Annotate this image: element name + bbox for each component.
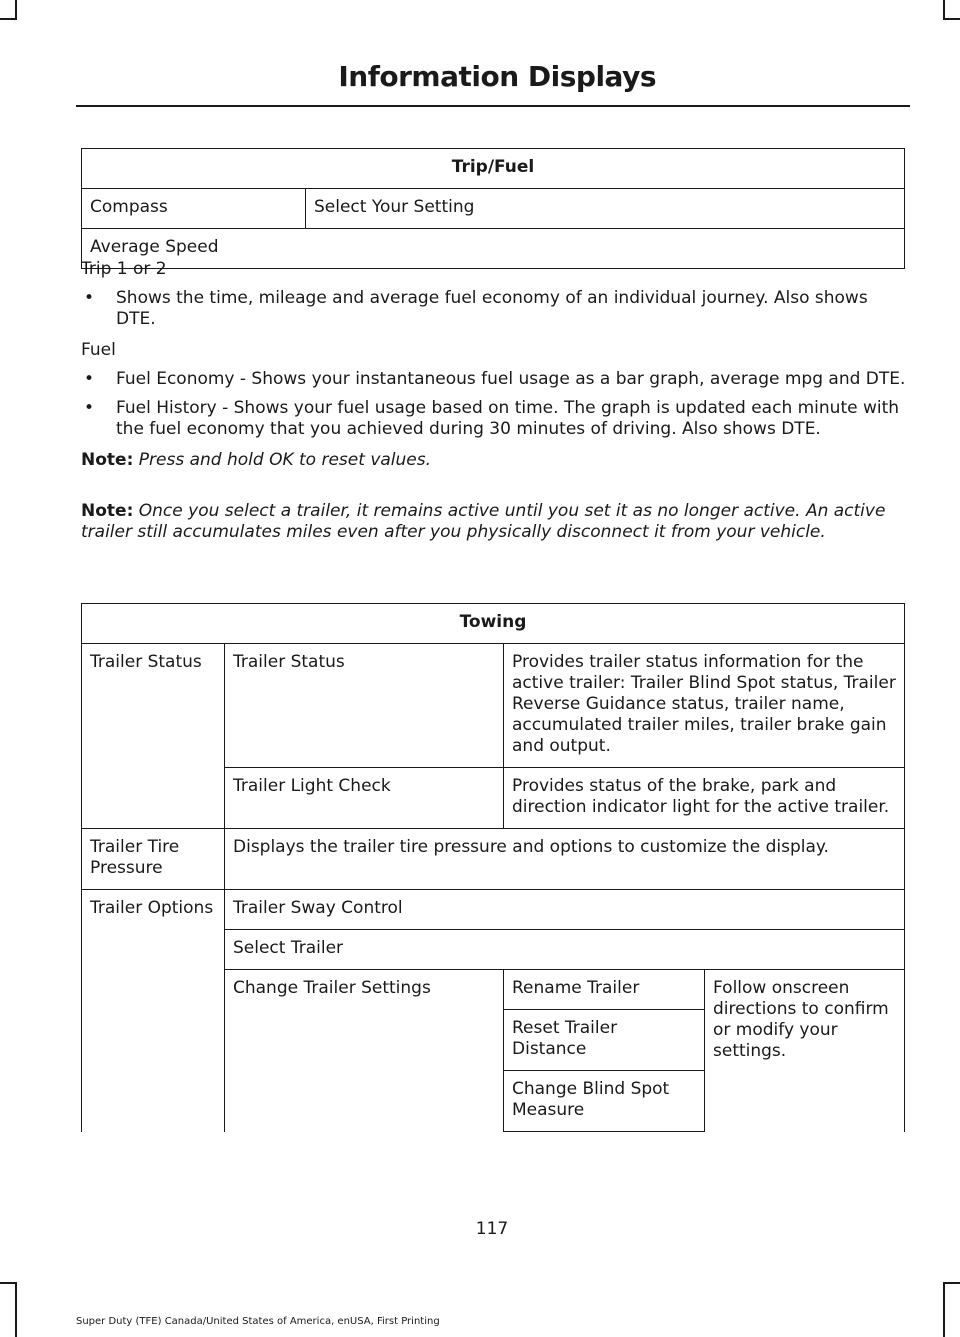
table-cell: Trailer Sway Control <box>225 890 905 930</box>
table-cell: Trailer Light Check <box>225 768 504 829</box>
table-cell: Select Your Setting <box>306 189 905 229</box>
footer-text: Super Duty (TFE) Canada/United States of America, enUSA, First Printing <box>76 1316 440 1327</box>
towing-table <box>81 603 905 1132</box>
table-cell: Change Trailer Settings <box>225 970 504 1132</box>
list-item-text: Fuel History - Shows your fuel usage based on time. The graph is updated each minute with the fuel economy that you achieved during 30 minutes of driving. Also shows DTE. <box>116 398 900 439</box>
table-cell: Follow onscreen directions to confirm or modify your settings. <box>705 970 905 1132</box>
note <box>81 501 907 543</box>
header-divider <box>76 105 910 107</box>
crop-mark <box>15 0 17 20</box>
table-cell: Trailer Status <box>82 644 225 829</box>
table-cell: Average Speed <box>82 229 905 269</box>
list-item <box>81 398 907 440</box>
list-item-text: Fuel Economy - Shows your instantaneous fuel usage as a bar graph, average mpg and DTE. <box>116 369 906 389</box>
table-cell: Trailer Options <box>82 890 225 1132</box>
crop-mark <box>943 1282 945 1337</box>
body-text <box>81 259 907 543</box>
list-item-text: Shows the time, mileage and average fuel economy of an individual journey. Also shows DTE. <box>116 288 868 329</box>
list-item <box>81 288 907 330</box>
table-heading: Trip/Fuel <box>82 149 905 189</box>
bullet-symbol: • <box>84 369 95 389</box>
table-cell: Displays the trailer tire pressure and options to customize the display. <box>225 829 905 890</box>
crop-mark <box>0 18 17 20</box>
table-cell: Reset Trailer Distance <box>504 1010 705 1071</box>
note-label: Note: <box>81 450 134 470</box>
page-number: 117 <box>475 1219 509 1239</box>
note-text: Press and hold OK to reset values. <box>138 450 432 470</box>
table-cell: Compass <box>82 189 306 229</box>
table-cell: Select Trailer <box>225 930 905 970</box>
table-cell: Trailer Status <box>225 644 504 768</box>
section-title-fuel: Fuel <box>81 340 116 360</box>
note-text: Once you select a trailer, it remains active until you set it as no longer active. An active trailer still accumulates miles even after you physically disconnect it from your vehicle. <box>81 501 886 542</box>
page-title: Information Displays <box>338 60 656 93</box>
note <box>81 450 907 471</box>
bullet-symbol: • <box>84 398 95 418</box>
crop-mark <box>0 1282 17 1284</box>
crop-mark <box>15 1282 17 1337</box>
note-label: Note: <box>81 501 134 521</box>
section-title-trip: Trip 1 or 2 <box>81 259 167 279</box>
list-item <box>81 369 907 390</box>
table-cell: Provides status of the brake, park and direction indicator light for the active trailer. <box>504 768 905 829</box>
crop-mark <box>943 0 945 20</box>
table-cell: Provides trailer status information for the active trailer: Trailer Blind Spot status, Trailer Reverse Guidance status, trailer name, accumulated trailer miles, trailer brake gain and output. <box>504 644 905 768</box>
table-cell: Trailer Tire Pressure <box>82 829 225 890</box>
table-heading: Towing <box>82 604 905 644</box>
trip-fuel-table <box>81 148 905 269</box>
table-cell: Rename Trailer <box>504 970 705 1010</box>
bullet-symbol: • <box>84 288 95 308</box>
crop-mark <box>943 18 960 20</box>
table-cell: Change Blind Spot Measure <box>504 1071 705 1132</box>
crop-mark <box>943 1282 960 1284</box>
